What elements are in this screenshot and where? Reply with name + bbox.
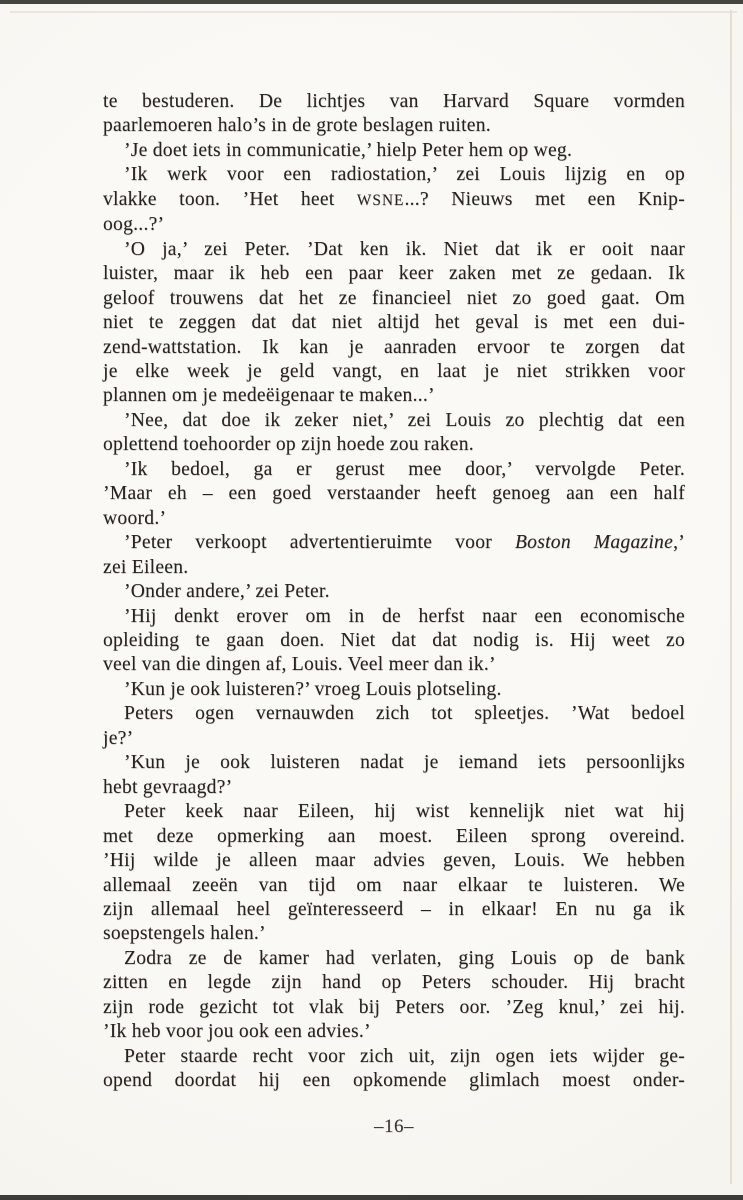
text-line: [103, 996, 685, 1020]
text-segment: oplettend toehoorder op zijn hoede zou raken.: [103, 434, 474, 456]
text-segment: ...? Nieuws met een Knip-: [404, 188, 685, 210]
scan-page-right-edge-line: [730, 10, 732, 1184]
text-line: [103, 384, 685, 408]
text-segment: woord.’: [103, 507, 167, 529]
scan-top-edge: [0, 0, 743, 4]
text-line: [103, 825, 685, 849]
text-segment: plannen om je medeëigenaar te maken...’: [103, 385, 435, 407]
text-segment: te bestuderen. De lichtjes van Harvard Square vormden: [103, 91, 685, 112]
text-line: [103, 776, 685, 800]
text-segment: opend doordat hij een opkomende glimlach moest onder-: [103, 1070, 685, 1092]
text-segment: Zodra ze de kamer had verlaten, ging Louis op de bank: [124, 947, 685, 969]
text-line: [103, 458, 685, 482]
page-text: [103, 90, 685, 1094]
text-line: [103, 947, 685, 971]
text-line: [103, 188, 685, 213]
text-segment: soepstengels halen.’: [103, 923, 266, 945]
text-segment: zend-wattstation. Ik kan je aanraden ervoor te zorgen dat: [103, 336, 685, 358]
text-line: [103, 213, 685, 237]
text-line: [103, 653, 685, 677]
text-line: [103, 629, 685, 653]
text-segment: ,’: [673, 532, 685, 554]
text-line: [103, 409, 685, 433]
text-segment: ’Onder andere,’ zei Peter.: [124, 581, 330, 603]
text-segment: zitten en legde zijn hand op Peters schouder. Hij bracht: [103, 972, 685, 994]
text-line: [103, 163, 685, 187]
text-segment: ’Ik heb voor jou ook een advies.’: [103, 1021, 371, 1043]
text-segment: ’Kun je ook luisteren?’ vroeg Louis plotseling.: [124, 678, 502, 700]
text-line: [103, 262, 685, 286]
text-line: [103, 90, 685, 114]
text-segment: ’Peter verkoopt advertentieruimte voor: [124, 532, 515, 554]
text-segment: allemaal zeeën van tijd om naar elkaar te luisteren. We: [103, 874, 685, 896]
text-line: [103, 751, 685, 775]
text-segment: oog...?’: [103, 214, 165, 236]
text-segment: je?’: [103, 727, 134, 749]
text-segment: luister, maar ik heb een paar keer zaken met ze gedaan. Ik: [103, 263, 685, 285]
text-segment: hebt gevraagd?’: [103, 776, 233, 798]
text-line: [103, 874, 685, 898]
text-segment: je elke week je geld vangt, en laat je niet strikken voor: [103, 360, 685, 382]
text-line: [103, 849, 685, 873]
text-segment: ’Hij denkt erover om in de herfst naar een economische: [124, 605, 685, 627]
text-line: [103, 311, 685, 335]
text-segment: ’Ik bedoel, ga er gerust mee door,’ vervolgde Peter.: [124, 458, 685, 480]
text-segment: paarlemoeren halo’s in de grote beslagen ruiten.: [103, 115, 491, 137]
text-segment: niet te zeggen dat dat niet altijd het geval is met een dui-: [103, 312, 685, 334]
text-segment: met deze opmerking aan moest. Eileen sprong overeind.: [103, 825, 685, 847]
text-line: [103, 702, 685, 726]
text-line: [103, 727, 685, 751]
text-segment: zijn allemaal heel geïnteresseerd – in elkaar! En nu ga ik: [103, 898, 685, 920]
text-line: [103, 531, 685, 555]
text-segment: vlakke toon. ’Het heet: [103, 188, 357, 210]
text-line: [103, 1020, 685, 1044]
text-segment: Peter keek naar Eileen, hij wist kennelijk niet wat hij: [124, 801, 685, 823]
text-line: [103, 678, 685, 702]
text-segment: ’Kun je ook luisteren nadat je iemand iets persoonlijks: [124, 752, 685, 774]
text-segment: Peter staarde recht voor zich uit, zijn ogen iets wijder ge-: [124, 1045, 685, 1067]
text-segment-smallcaps: WSNE: [356, 191, 405, 209]
text-line: [103, 605, 685, 629]
text-segment: ’Hij wilde je alleen maar advies geven, Louis. We hebben: [103, 850, 685, 872]
text-line: [103, 360, 685, 384]
text-line: [103, 139, 685, 163]
page-number: –16–: [374, 1116, 414, 1137]
text-line: [103, 114, 685, 138]
text-line: [103, 336, 685, 360]
text-line: [103, 800, 685, 824]
text-line: [103, 287, 685, 311]
text-segment: ’O ja,’ zei Peter. ’Dat ken ik. Niet dat ik er ooit naar: [124, 238, 685, 260]
text-line: [103, 1045, 685, 1069]
text-line: [103, 433, 685, 457]
text-segment: geloof trouwens dat het ze financieel niet zo goed gaat. Om: [103, 287, 685, 309]
text-segment: opleiding te gaan doen. Niet dat dat nodig is. Hij weet zo: [103, 629, 685, 651]
text-segment: zijn rode gezicht tot vlak bij Peters oor. ’Zeg knul,’ zei hij.: [103, 996, 685, 1018]
text-segment: ’Ik werk voor een radiostation,’ zei Louis lijzig en op: [124, 164, 685, 186]
text-line: [103, 556, 685, 580]
text-line: [103, 1069, 685, 1093]
scan-page-top-edge-line: [10, 11, 737, 13]
text-line: [103, 971, 685, 995]
scan-bottom-edge: [0, 1195, 743, 1200]
text-line: [103, 482, 685, 506]
text-segment: Peters ogen vernauwden zich tot spleetjes. ’Wat bedoel: [124, 703, 685, 725]
text-line: [103, 507, 685, 531]
text-segment: ’Nee, dat doe ik zeker niet,’ zei Louis zo plechtig dat een: [124, 409, 685, 431]
text-segment: ’Maar eh – een goed verstaander heeft genoeg aan een half: [103, 483, 685, 505]
text-segment: veel van die dingen af, Louis. Veel meer dan ik.’: [103, 654, 496, 676]
text-segment: zei Eileen.: [103, 556, 189, 578]
text-line: [103, 580, 685, 604]
text-line: [103, 238, 685, 262]
text-line: [103, 922, 685, 946]
text-line: [103, 898, 685, 922]
text-segment-italic: Boston Magazine: [514, 532, 674, 554]
text-segment: ’Je doet iets in communicatie,’ hielp Peter hem op weg.: [124, 139, 573, 161]
